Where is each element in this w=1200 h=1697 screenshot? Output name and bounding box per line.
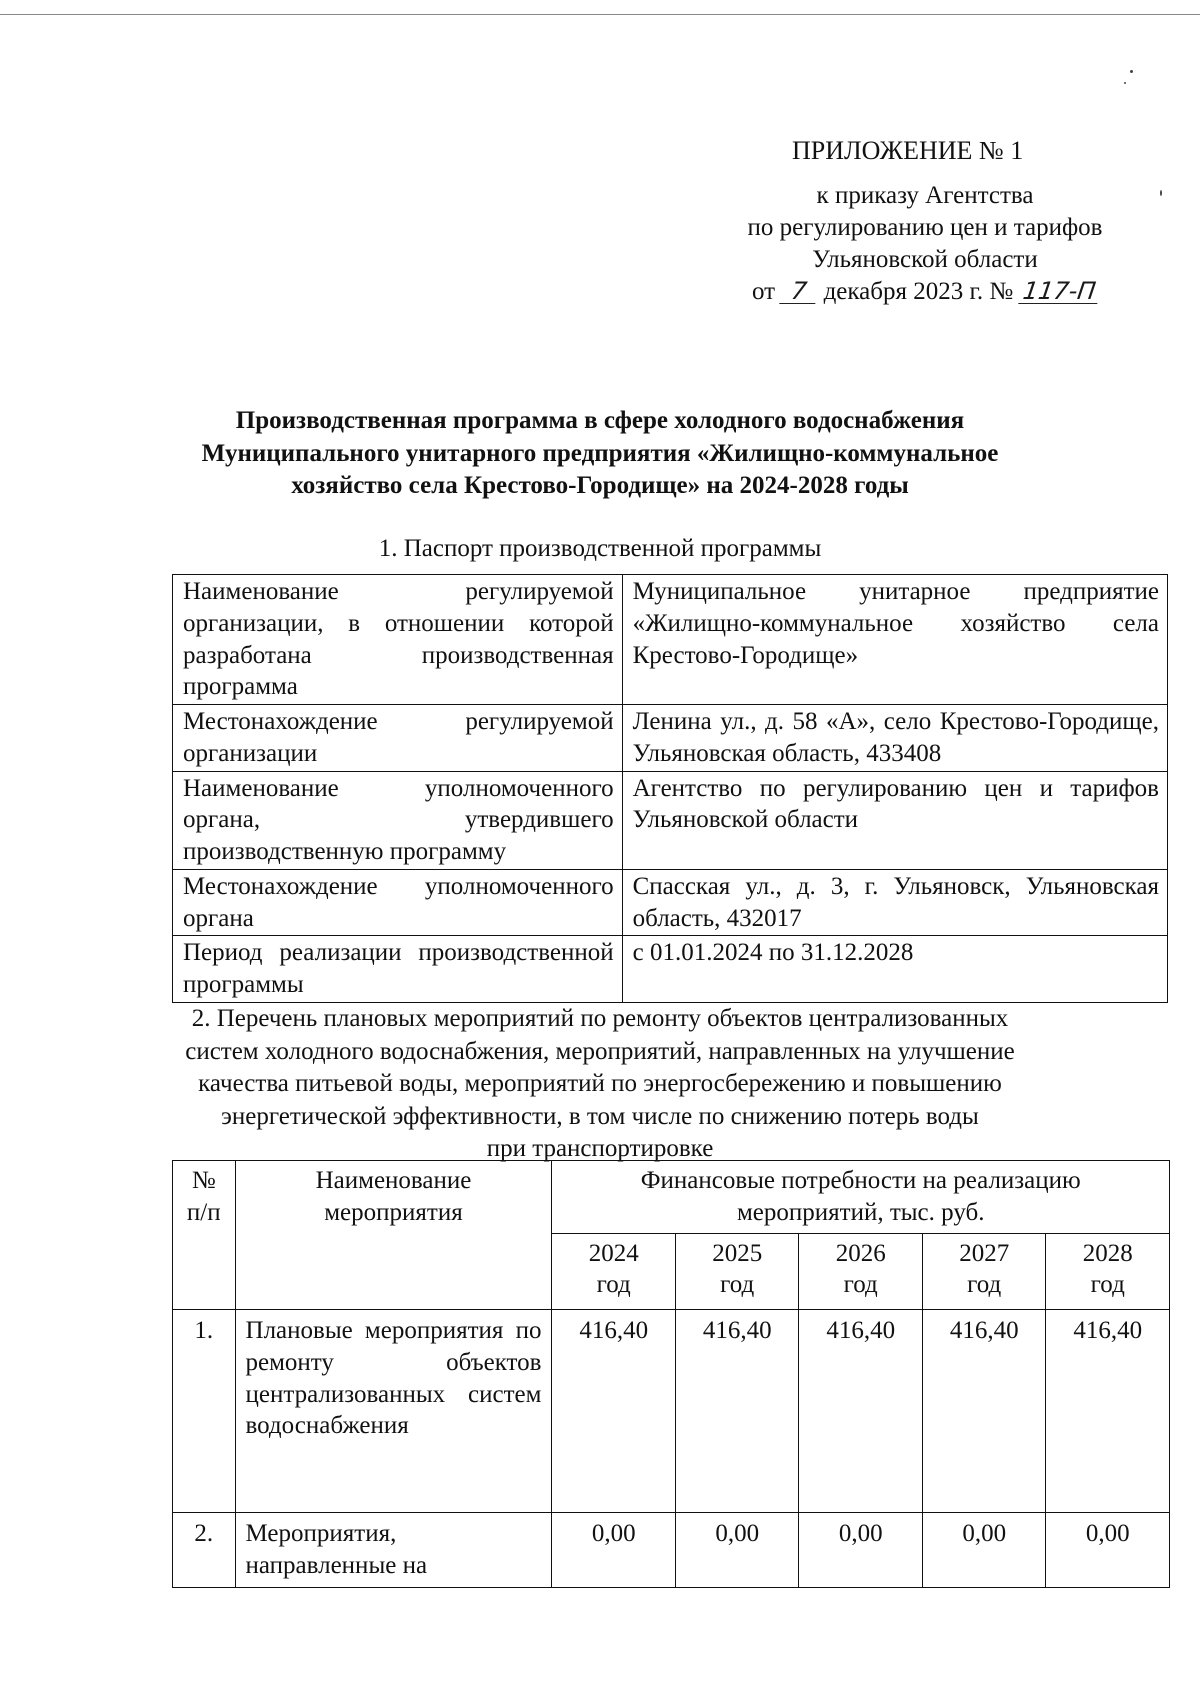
row-number: 2. <box>173 1513 236 1588</box>
heading-line: 2. Перечень плановых мероприятий по ремонту объектов централизованных <box>191 1005 1009 1032</box>
passport-heading: 1. Паспорт производственной программы <box>378 535 822 562</box>
measure-value: 416,40 <box>552 1310 676 1513</box>
order-number-handwritten: 117-П <box>1018 279 1100 304</box>
order-day-handwritten: 7 <box>780 279 820 304</box>
heading-line: качества питьевой воды, мероприятий по энергосбережению и повышению <box>198 1070 1002 1097</box>
appendix-reference <box>705 180 1145 308</box>
year-unit: год <box>843 1271 878 1299</box>
heading-line: при транспортировке <box>486 1135 714 1162</box>
column-header-number <box>173 1161 236 1310</box>
measure-value: 0,00 <box>1046 1513 1170 1588</box>
passport-label: Наименование уполномоченного органа, утвердившего производственную программу <box>173 771 623 869</box>
heading-line: энергетической эффективности, в том числе по снижению потерь воды <box>221 1102 979 1130</box>
passport-label: Наименование регулируемой организации, в отношении которой разработана производственная программа <box>173 575 623 705</box>
measure-value: 0,00 <box>799 1513 923 1588</box>
year-unit: год <box>967 1271 1002 1299</box>
measure-value: 416,40 <box>922 1310 1046 1513</box>
order-date-text: декабря 2023 г. № <box>823 278 1014 305</box>
column-header-finance: Финансовые потребности на реализацию мероприятий, тыс. руб. <box>552 1161 1170 1234</box>
passport-value: Агентство по регулированию цен и тарифов Ульяновской области <box>622 771 1167 869</box>
table-row <box>173 771 1168 869</box>
table-row <box>173 936 1168 1003</box>
appendix-line: Ульяновской области <box>812 246 1038 273</box>
year-value: 2024 <box>588 1239 639 1267</box>
year-value: 2026 <box>835 1239 886 1267</box>
header-number-abbr: п/п <box>186 1198 221 1226</box>
year-header <box>552 1233 676 1310</box>
heading-line: систем холодного водоснабжения, мероприятий, направленных на улучшение <box>185 1037 1015 1065</box>
measure-name: Мероприятия, направленные на <box>235 1513 552 1588</box>
measure-value: 416,40 <box>1046 1310 1170 1513</box>
year-value: 2027 <box>959 1239 1010 1267</box>
appendix-title: ПРИЛОЖЕНИЕ № 1 <box>792 136 1024 165</box>
passport-value: Муниципальное унитарное предприятие «Жилищно-коммунальное хозяйство села Крестово-Городище» <box>622 575 1167 705</box>
measure-name: Плановые мероприятия по ремонту объектов централизованных систем водоснабжения <box>235 1310 552 1513</box>
measures-heading <box>170 1003 1030 1166</box>
top-scan-edge-line <box>0 14 1200 15</box>
passport-label: Период реализации производственной программы <box>173 936 623 1003</box>
table-row <box>173 869 1168 936</box>
table-row <box>173 1310 1170 1513</box>
table-row <box>173 575 1168 705</box>
year-header <box>799 1233 923 1310</box>
table-row <box>173 1513 1170 1588</box>
measure-value: 0,00 <box>552 1513 676 1588</box>
year-unit: год <box>1090 1271 1125 1299</box>
passport-label: Местонахождение уполномоченного органа <box>173 869 623 936</box>
table-row <box>173 705 1168 772</box>
scan-speck <box>1124 82 1126 84</box>
order-reference <box>705 276 1145 308</box>
appendix-line: к приказу Агентства <box>816 182 1034 209</box>
measure-value: 0,00 <box>922 1513 1046 1588</box>
scan-speck <box>1160 190 1162 196</box>
title-line: хозяйство села Крестово-Городище» на 2024-2028 годы <box>291 472 909 499</box>
measure-value: 0,00 <box>675 1513 799 1588</box>
scan-speck <box>1130 70 1133 73</box>
passport-label: Местонахождение регулируемой организации <box>173 705 623 772</box>
passport-value: Спасская ул., д. 3, г. Ульяновск, Ульяновская область, 432017 <box>622 869 1167 936</box>
year-unit: год <box>720 1271 755 1299</box>
measure-value: 416,40 <box>675 1310 799 1513</box>
year-value: 2025 <box>712 1239 763 1267</box>
row-number: 1. <box>173 1310 236 1513</box>
document-title <box>150 405 1050 503</box>
year-unit: год <box>596 1271 631 1299</box>
year-header <box>1046 1233 1170 1310</box>
measures-table <box>172 1160 1170 1588</box>
header-row <box>173 1161 1170 1234</box>
year-value: 2028 <box>1082 1239 1133 1267</box>
passport-table <box>172 574 1168 1003</box>
year-header <box>675 1233 799 1310</box>
header-number-sign: № <box>191 1167 216 1194</box>
title-line: Производственная программа в сфере холодного водоснабжения <box>235 407 965 434</box>
passport-value: с 01.01.2024 по 31.12.2028 <box>622 936 1167 1003</box>
column-header-name: Наименование мероприятия <box>235 1161 552 1310</box>
year-header <box>922 1233 1046 1310</box>
passport-value: Ленина ул., д. 58 «А», село Крестово-Городище, Ульяновская область, 433408 <box>622 705 1167 772</box>
measure-value: 416,40 <box>799 1310 923 1513</box>
title-line: Муниципального унитарного предприятия «Жилищно-коммунальное <box>201 439 999 467</box>
order-prefix: от <box>751 278 776 305</box>
appendix-line: по регулированию цен и тарифов <box>747 214 1103 241</box>
